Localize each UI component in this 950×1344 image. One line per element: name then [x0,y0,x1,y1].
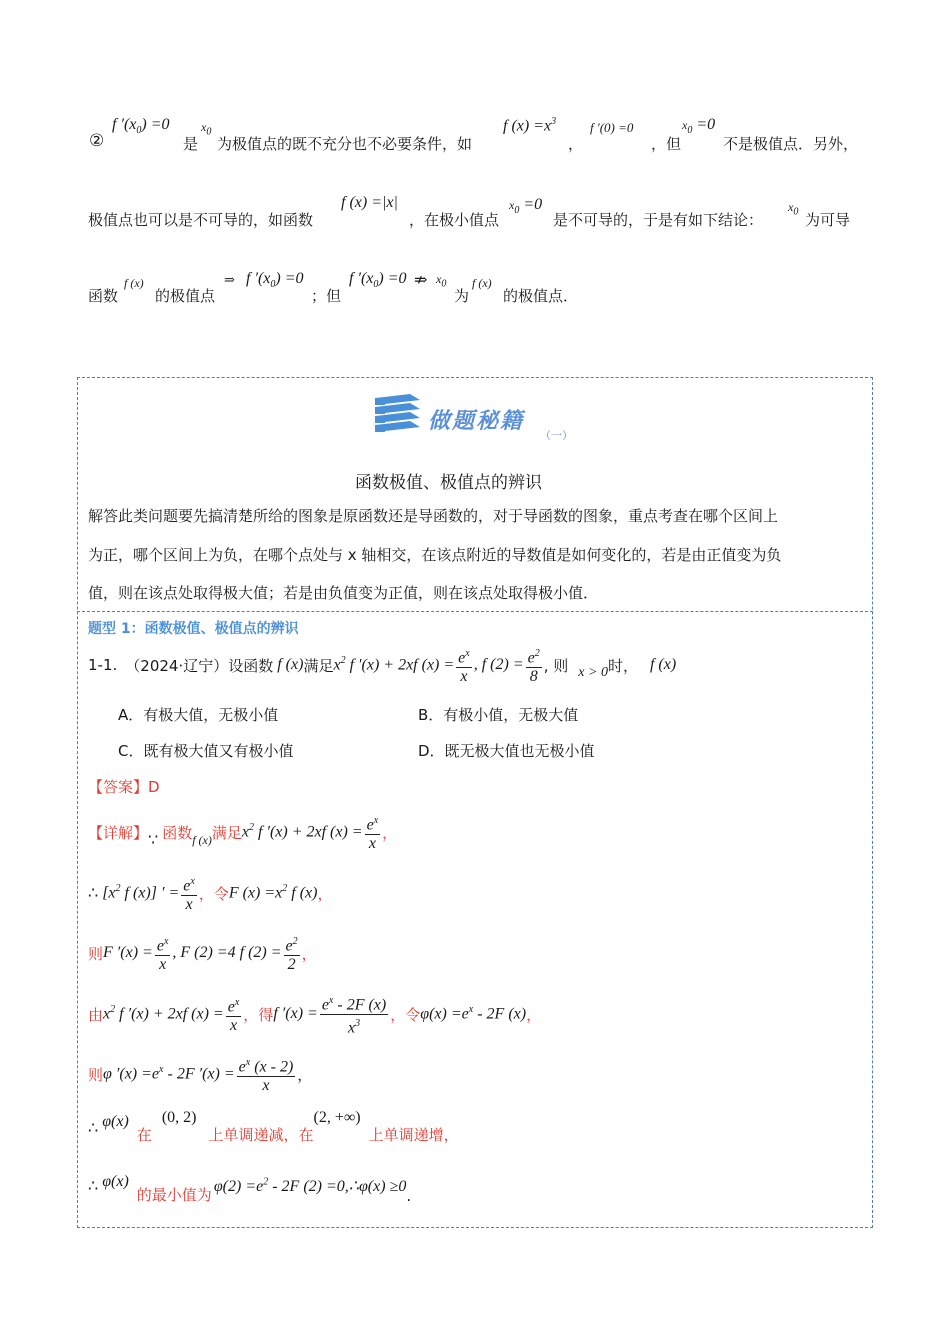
text-from: 由 [88,1005,104,1024]
math-fx-small: f (x) [124,276,144,290]
math-condition: $x^2$ f ′(x) + 2xf (x) = [333,655,455,674]
text-then: , 则 [543,656,569,675]
implies-symbol: ⇒ [224,272,235,287]
comma: ， [297,1065,313,1084]
math-x-gt-0: x > 0 [578,665,608,680]
question-source: （2024·辽宁）设函数 [125,656,274,675]
solution-step-3 [88,931,317,975]
text-but-2: ；但 [311,287,342,305]
math-x0-3: $x_0$ [788,200,799,218]
text-let: ，令 [390,1005,421,1024]
box-divider [77,611,873,612]
question-type-title: 题型 1：函数极值、极值点的辨识 [88,621,299,637]
math-x0-eq: $x_0 =0$ [682,116,716,137]
intro-text-2-tail: 为可导 [805,211,851,229]
text-get: ，得 [243,1005,274,1024]
text-increasing: 上单调递增， [368,1125,459,1144]
math-phi: φ(x) [102,1113,129,1130]
math-fx: f (x) [192,832,212,847]
text-min-value: 的最小值为 [136,1185,212,1204]
solution-step-5 [88,1051,312,1097]
math-fx: f (x) [277,656,304,673]
solution-step-6 [88,1108,459,1148]
math-F2: , F (2) =4 f (2) = [172,944,282,961]
intro-text-1-tail: 不是极值点．另外， [723,135,859,153]
math-F-prime: F ′(x) = [103,944,153,961]
math-condition: $x^2$ f ′(x) + 2xf (x) = [103,1004,224,1023]
choice-c[interactable]: C．既有极大值又有极小值 [118,742,294,760]
comma: ， [382,823,398,842]
math-phi-prime: φ $'(x) =e^x - 2F$ ′(x) = [103,1064,235,1083]
intro-text-3: 函数 [88,287,119,305]
text-then: 则 [88,1065,104,1084]
text-satisfy: 满足 [211,823,242,842]
fraction: $\frac{e^x}{x}$ [226,994,242,1033]
text-let: ，令 [198,884,229,903]
therefore-symbol: ∴ [88,885,99,902]
comma: ， [526,1005,542,1024]
secrets-body-line-3: 值，则在该点处取得极大值；若是由负值变为正值，则在该点处取得极小值． [88,584,599,602]
books-icon [372,394,422,438]
math-example-x3: f $(x) =x^3$ [503,116,557,135]
text-wei: 为 [454,287,470,305]
math-fprime-x0-4: f $'(x_0) =0$ [349,270,407,291]
choice-d[interactable]: D．既无极大值也无极小值 [418,742,595,760]
math-f-prime: f ′(x) = [273,1005,318,1022]
intro-text-2b: ，在极小值点 [409,211,500,229]
text-then: 则 [88,944,104,963]
math-x0-4: $x_0$ [436,272,447,290]
fraction: $\frac{e^x - 2F (x)}{x^3}$ [320,992,388,1036]
therefore-symbol: ∴ [88,1178,99,1195]
text-decreasing: 上单调递减，在 [208,1125,314,1144]
solution-step-7 [88,1166,411,1206]
choice-b[interactable]: B．有极小值，无极大值 [418,706,579,724]
fraction: $\frac{e^x}{x}$ [365,812,381,851]
math-min-expr: $\varphi(2) =e^2 - 2F$ (2) =0,∴φ(x) ≥0 [213,1176,407,1195]
text-function: 函数 [162,823,193,842]
math-phi-def: $\varphi(x) =e^x - 2F$ (x) [420,1004,527,1023]
intro-text-3-tail: 的极值点． [503,287,579,305]
fraction: $\frac{e^x}{x}$ [181,873,197,912]
therefore-symbol: ∴ [88,1120,99,1137]
text-when: 时， [607,656,638,675]
text-in: 在 [136,1125,152,1144]
fraction-ex-over-x: $\frac{e^x}{x}$ [456,645,472,684]
fraction: $\frac{e^2}{2}$ [284,933,300,972]
fraction-e2-over-8: $\frac{e^2}{8}$ [526,645,542,684]
text-but: ，但 [651,135,682,153]
secrets-title: 做题秘籍 [428,408,525,434]
question-stem [88,643,676,687]
fraction: $\frac{e^x}{x}$ [155,933,171,972]
intro-text-3b: 的极值点 [155,287,216,305]
secrets-body-line-1: 解答此类问题要先搞清楚所给的图象是原函数还是导函数的，对于导函数的图象，重点考查在哪个区间上 [88,507,779,525]
answer-label: 【答案】D [88,778,160,796]
intro-text-1: 为极值点的既不充分也不必要条件，如 [217,135,473,153]
fraction: $\frac{e^x (x - 2)}{x}$ [237,1054,296,1093]
math-derivative: [$x^2$ f (x)] ′ = [102,883,180,902]
solution-step-2 [88,873,332,913]
math-f2: , f (2) = [473,656,524,673]
solution-step-4 [88,991,541,1037]
math-f-abs: f (x) =|x| [341,194,398,211]
intro-text-2c: 是不可导的，于是有如下结论： [553,211,764,229]
math-fx-end: f (x) [649,656,677,673]
interval-0-2: (0, 2) [161,1109,197,1126]
secrets-body-line-2: 为正，哪个区间上为负，在哪个点处与 x 轴相交，在该点附近的导数值是如何变化的，若是由正值变为负 [88,546,782,564]
text-cond: 满足 [303,656,334,675]
math-phi: φ(x) [102,1173,129,1190]
because-symbol: ∵ [148,832,159,849]
comma: ， [568,135,584,153]
math-f0: f ′(0) =0 [590,120,634,135]
item-mark: ② [89,131,105,151]
period: . [406,1187,412,1205]
math-fx-small-2: f (x) [472,276,492,290]
math-x0: $x_0$ [201,120,212,138]
choice-a[interactable]: A．有极大值，无极小值 [118,706,279,724]
math-fprime-x0: f $'(x_0) =0$ [112,116,170,137]
secrets-heading: 函数极值、极值点的辨识 [355,473,542,493]
math-fprime-x0-3: f $'(x_0) =0$ [246,270,304,291]
not-implies-symbol: ⇏ [414,272,428,289]
question-number: 1-1. [88,656,118,674]
math-F-def: F $(x) =x^2$ f (x) [228,883,318,902]
secrets-subtitle: （一） [540,429,573,442]
solution-step-1 [88,812,397,852]
comma: ， [301,944,317,963]
detail-label: 【详解】 [88,823,149,842]
intro-text-2: 极值点也可以是不可导的，如函数 [88,211,314,229]
interval-2-inf: (2, +∞) [313,1109,361,1126]
math-condition: $x^2$ f ′(x) + 2xf (x) = [241,822,363,841]
text-is: 是 [183,135,199,153]
comma: ， [317,884,333,903]
math-x0-eq-2: $x_0 =0$ [509,196,543,217]
